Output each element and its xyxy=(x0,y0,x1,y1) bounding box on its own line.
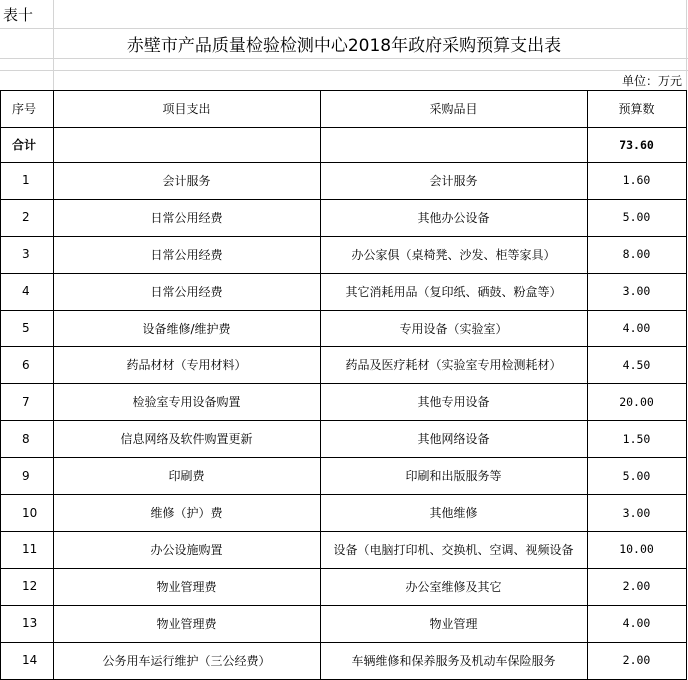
total-label: 合计 xyxy=(12,138,37,152)
row-seq: 14 xyxy=(22,653,38,668)
table-border xyxy=(0,199,687,200)
sheet-title: 赤壁市产品质量检验检测中心2018年政府采购预算支出表 xyxy=(126,35,562,56)
row-product: 办公家俱（桌椅凳、沙发、柜等家具） xyxy=(351,247,556,262)
table-border xyxy=(686,90,687,679)
header-budget: 预算数 xyxy=(618,102,655,116)
table-border xyxy=(0,568,687,569)
unit-row xyxy=(0,70,688,90)
row-seq: 6 xyxy=(22,357,30,372)
table-row xyxy=(0,605,688,642)
row-item: 日常公用经费 xyxy=(150,210,223,225)
row-product: 其他网络设备 xyxy=(417,432,490,447)
table-row xyxy=(0,494,688,531)
total-row xyxy=(0,127,688,162)
table-row xyxy=(0,420,688,457)
table-border xyxy=(0,162,687,163)
row-budget: 2.00 xyxy=(622,579,651,594)
table-border xyxy=(0,346,687,347)
row-item: 检验室专用设备购置 xyxy=(132,395,241,410)
row-budget: 5.00 xyxy=(622,210,651,225)
table-row xyxy=(0,162,688,199)
table-border xyxy=(0,90,687,91)
unit-label: 单位：万元 xyxy=(621,73,682,88)
row-item: 办公设施购置 xyxy=(150,542,223,557)
total-item-empty xyxy=(53,127,320,162)
row-seq: 9 xyxy=(22,468,30,483)
table-border xyxy=(53,90,54,679)
row-budget: 1.60 xyxy=(622,173,651,188)
grid-line xyxy=(0,58,688,59)
table-row xyxy=(0,236,688,273)
row-item: 日常公用经费 xyxy=(150,247,223,262)
sheet-label-row xyxy=(0,0,688,28)
table-border xyxy=(0,494,687,495)
row-product: 车辆维修和保养服务及机动车保险服务 xyxy=(351,653,556,668)
title-row xyxy=(0,28,688,58)
row-seq: 3 xyxy=(22,247,30,262)
table-row xyxy=(0,531,688,568)
table-border xyxy=(0,273,687,274)
row-item: 设备维修/维护费 xyxy=(142,321,231,336)
row-budget: 4.00 xyxy=(622,616,651,631)
table-border xyxy=(0,383,687,384)
table-row xyxy=(0,383,688,420)
row-seq: 13 xyxy=(22,616,38,631)
table-border xyxy=(0,642,687,643)
table-row xyxy=(0,199,688,236)
row-item: 维修（护）费 xyxy=(150,506,223,521)
row-product: 会计服务 xyxy=(429,173,478,188)
row-product: 办公室维修及其它 xyxy=(405,579,502,594)
header-row xyxy=(0,90,688,127)
row-seq: 8 xyxy=(22,431,30,446)
table-border xyxy=(320,90,321,679)
table-border xyxy=(0,420,687,421)
table-border xyxy=(0,236,687,237)
row-budget: 3.00 xyxy=(622,284,651,299)
row-item: 会计服务 xyxy=(162,173,211,188)
table-row xyxy=(0,642,688,679)
table-row xyxy=(0,310,688,347)
row-budget: 8.00 xyxy=(622,247,651,262)
row-product: 物业管理 xyxy=(429,616,478,631)
table-border xyxy=(0,531,687,532)
table-border xyxy=(0,605,687,606)
header-seq: 序号 xyxy=(12,102,37,116)
row-product: 设备（电脑打印机、交换机、空调、视频设备 xyxy=(333,542,574,557)
table-border xyxy=(0,310,687,311)
row-product: 专用设备（实验室） xyxy=(399,321,508,336)
total-product-empty xyxy=(320,127,587,162)
row-seq: 2 xyxy=(22,210,30,225)
row-budget: 4.50 xyxy=(622,357,651,372)
row-item: 印刷费 xyxy=(168,469,205,484)
header-item: 项目支出 xyxy=(162,102,211,116)
header-product: 采购品目 xyxy=(429,102,478,116)
row-budget: 4.00 xyxy=(622,321,651,336)
table-row xyxy=(0,457,688,494)
row-item: 物业管理费 xyxy=(156,616,217,631)
row-seq: 4 xyxy=(22,284,30,299)
row-budget: 5.00 xyxy=(622,468,651,483)
row-seq: 12 xyxy=(22,579,38,594)
row-seq: 1 xyxy=(22,173,30,188)
row-product: 其他维修 xyxy=(429,506,478,521)
row-seq: 5 xyxy=(22,321,30,336)
row-item: 物业管理费 xyxy=(156,579,217,594)
row-seq: 11 xyxy=(22,542,38,557)
row-budget: 1.50 xyxy=(622,431,651,446)
row-product: 其它消耗用品（复印纸、硒鼓、粉盒等） xyxy=(345,284,562,299)
row-product: 印刷和出版服务等 xyxy=(405,469,502,484)
total-value: 73.60 xyxy=(619,137,654,152)
table-row xyxy=(0,273,688,310)
row-product: 其他专用设备 xyxy=(417,395,490,410)
row-product: 药品及医疗耗材（实验室专用检测耗材） xyxy=(345,358,562,373)
sheet-label: 表十 xyxy=(3,5,34,24)
row-seq: 7 xyxy=(22,394,30,409)
row-item: 公务用车运行维护（三公经费） xyxy=(102,653,271,668)
table-border xyxy=(0,457,687,458)
table-row xyxy=(0,568,688,605)
row-budget: 20.00 xyxy=(619,394,654,409)
row-item: 信息网络及软件购置更新 xyxy=(120,432,253,447)
row-item: 药品材材（专用材料） xyxy=(126,358,247,373)
row-seq: 10 xyxy=(22,505,38,520)
table-row xyxy=(0,347,688,384)
row-budget: 3.00 xyxy=(622,505,651,520)
row-item: 日常公用经费 xyxy=(150,284,223,299)
table-border xyxy=(587,90,588,679)
row-budget: 2.00 xyxy=(622,653,651,668)
table-border xyxy=(0,90,1,679)
row-product: 其他办公设备 xyxy=(417,210,490,225)
table-border xyxy=(0,127,687,128)
row-budget: 10.00 xyxy=(619,542,654,557)
